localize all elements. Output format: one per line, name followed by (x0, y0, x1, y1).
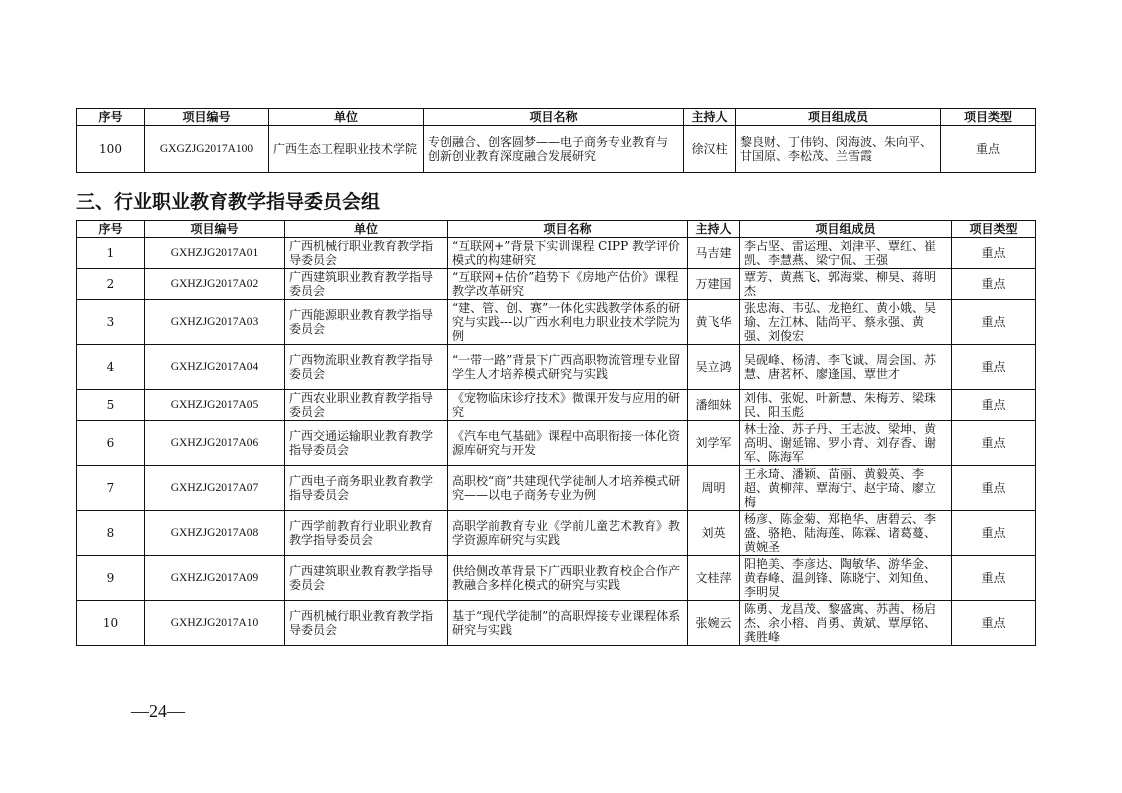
cell-members: 林士淦、苏子丹、王志波、梁坤、黄高明、谢延锦、罗小青、刘存香、谢军、陈海军 (740, 421, 952, 466)
col-header-type: 项目类型 (941, 109, 1036, 126)
cell-type: 重点 (952, 466, 1036, 511)
cell-host: 马吉建 (688, 238, 740, 269)
cell-unit: 广西机械行职业教育教学指导委员会 (285, 238, 448, 269)
cell-code: GXHZJG2017A04 (145, 345, 285, 390)
cell-code: GXHZJG2017A03 (145, 300, 285, 345)
cell-no: 10 (77, 601, 145, 646)
cell-no: 3 (77, 300, 145, 345)
table-row (77, 238, 1036, 269)
cell-no: 1 (77, 238, 145, 269)
cell-code: GXHZJG2017A05 (145, 390, 285, 421)
cell-host: 潘细妹 (688, 390, 740, 421)
col-header-name: 项目名称 (424, 109, 684, 126)
table-header-row (77, 221, 1036, 238)
cell-name: 专创融合、创客圆梦——电子商务专业教育与创新创业教育深度融合发展研究 (424, 126, 684, 173)
cell-name: 《宠物临床诊疗技术》微课开发与应用的研究 (448, 390, 688, 421)
table-row (77, 556, 1036, 601)
cell-code: GXHZJG2017A01 (145, 238, 285, 269)
table-row (77, 390, 1036, 421)
table-header-row (77, 109, 1036, 126)
cell-members: 陈勇、龙昌茂、黎盛寓、苏茜、杨启杰、余小榕、肖勇、黄斌、覃厚铭、龚胜峰 (740, 601, 952, 646)
cell-type: 重点 (952, 601, 1036, 646)
cell-type: 重点 (952, 511, 1036, 556)
cell-unit: 广西农业职业教育教学指导委员会 (285, 390, 448, 421)
table-row (77, 421, 1036, 466)
cell-no: 100 (77, 126, 145, 173)
cell-no: 8 (77, 511, 145, 556)
cell-host: 徐汉柱 (684, 126, 736, 173)
cell-members: 李占坚、雷运理、刘津平、覃红、崔凯、李慧燕、梁宁侃、王强 (740, 238, 952, 269)
table-row (77, 345, 1036, 390)
col-header-unit: 单位 (285, 221, 448, 238)
cell-name: “建、管、创、赛”一体化实践教学体系的研究与实践---以广西水利电力职业技术学院为例 (448, 300, 688, 345)
cell-unit: 广西生态工程职业技术学院 (269, 126, 424, 173)
cell-unit: 广西物流职业教育教学指导委员会 (285, 345, 448, 390)
cell-members: 刘伟、张妮、叶新慧、朱梅芳、梁珠民、阳玉彪 (740, 390, 952, 421)
cell-type: 重点 (952, 238, 1036, 269)
cell-host: 刘学军 (688, 421, 740, 466)
cell-members: 吴砚峰、杨清、李飞诚、周会国、苏慧、唐茗杯、廖逢国、覃世才 (740, 345, 952, 390)
cell-unit: 广西建筑职业教育教学指导委员会 (285, 269, 448, 300)
cell-name: “互联网+”背景下实训课程 CIPP 教学评价模式的构建研究 (448, 238, 688, 269)
cell-type: 重点 (952, 390, 1036, 421)
col-header-name: 项目名称 (448, 221, 688, 238)
col-header-no: 序号 (77, 109, 145, 126)
table-row (77, 269, 1036, 300)
cell-code: GXHZJG2017A06 (145, 421, 285, 466)
cell-name: “互联网+估价”趋势下《房地产估价》课程教学改革研究 (448, 269, 688, 300)
cell-type: 重点 (952, 345, 1036, 390)
col-header-host: 主持人 (688, 221, 740, 238)
table-body (77, 238, 1036, 646)
cell-members: 覃芳、黄燕飞、郭海棠、柳昊、蒋明杰 (740, 269, 952, 300)
page-number: —24— (131, 701, 185, 721)
cell-code: GXHZJG2017A07 (145, 466, 285, 511)
cell-unit: 广西能源职业教育教学指导委员会 (285, 300, 448, 345)
cell-no: 7 (77, 466, 145, 511)
cell-type: 重点 (952, 269, 1036, 300)
cell-name: 《汽车电气基础》课程中高职衔接一体化资源库研究与开发 (448, 421, 688, 466)
cell-host: 万建国 (688, 269, 740, 300)
cell-host: 张婉云 (688, 601, 740, 646)
cell-unit: 广西机械行职业教育教学指导委员会 (285, 601, 448, 646)
section-heading: 三、行业职业教育教学指导委员会组 (76, 191, 381, 213)
cell-name: 高职学前教育专业《学前儿童艺术教育》教学资源库研究与实践 (448, 511, 688, 556)
cell-type: 重点 (941, 126, 1036, 173)
col-header-unit: 单位 (269, 109, 424, 126)
cell-host: 文桂萍 (688, 556, 740, 601)
project-table-main (76, 220, 1036, 646)
cell-members: 王永琦、潘颖、苗丽、黄毅英、李超、黄柳萍、覃海宁、赵宇琦、廖立梅 (740, 466, 952, 511)
cell-unit: 广西电子商务职业教育教学指导委员会 (285, 466, 448, 511)
cell-code: GXHZJG2017A08 (145, 511, 285, 556)
cell-no: 9 (77, 556, 145, 601)
table-row (77, 466, 1036, 511)
cell-host: 吴立鸿 (688, 345, 740, 390)
cell-no: 6 (77, 421, 145, 466)
table-row (77, 300, 1036, 345)
cell-members: 黎良财、丁伟钧、闵海波、朱向平、甘国原、李松茂、兰雪霞 (736, 126, 941, 173)
col-header-no: 序号 (77, 221, 145, 238)
table-row (77, 126, 1036, 173)
col-header-host: 主持人 (684, 109, 736, 126)
col-header-code: 项目编号 (145, 221, 285, 238)
project-table-top (76, 108, 1036, 173)
col-header-type: 项目类型 (952, 221, 1036, 238)
cell-unit: 广西学前教育行业职业教育教学指导委员会 (285, 511, 448, 556)
cell-code: GXHZJG2017A09 (145, 556, 285, 601)
cell-type: 重点 (952, 421, 1036, 466)
cell-name: “一带一路”背景下广西高职物流管理专业留学生人才培养模式研究与实践 (448, 345, 688, 390)
cell-type: 重点 (952, 300, 1036, 345)
cell-no: 5 (77, 390, 145, 421)
cell-unit: 广西交通运输职业教育教学指导委员会 (285, 421, 448, 466)
cell-type: 重点 (952, 556, 1036, 601)
cell-members: 张忠海、韦弘、龙艳红、黄小娥、吴瑜、左江林、陆尚平、蔡永强、黄强、刘俊宏 (740, 300, 952, 345)
col-header-members: 项目组成员 (736, 109, 941, 126)
cell-no: 2 (77, 269, 145, 300)
table-row (77, 601, 1036, 646)
cell-code: GXGZJG2017A100 (145, 126, 269, 173)
cell-host: 刘英 (688, 511, 740, 556)
cell-name: 高职校“商”共建现代学徒制人才培养模式研究——以电子商务专业为例 (448, 466, 688, 511)
table-row (77, 511, 1036, 556)
cell-members: 杨彦、陈金菊、郑艳华、唐碧云、李盛、骆艳、陆海莲、陈霖、诸葛蔓、黄婉圣 (740, 511, 952, 556)
cell-name: 基于“现代学徒制”的高职焊接专业课程体系研究与实践 (448, 601, 688, 646)
cell-members: 阳艳美、李彦达、陶敏华、游华金、黄春峰、温剑锋、陈晓宁、刘知鱼、李明炅 (740, 556, 952, 601)
cell-host: 周明 (688, 466, 740, 511)
col-header-code: 项目编号 (145, 109, 269, 126)
cell-host: 黄飞华 (688, 300, 740, 345)
cell-no: 4 (77, 345, 145, 390)
cell-unit: 广西建筑职业教育教学指导委员会 (285, 556, 448, 601)
col-header-members: 项目组成员 (740, 221, 952, 238)
cell-code: GXHZJG2017A02 (145, 269, 285, 300)
cell-name: 供给侧改革背景下广西职业教育校企合作产教融合多样化模式的研究与实践 (448, 556, 688, 601)
cell-code: GXHZJG2017A10 (145, 601, 285, 646)
